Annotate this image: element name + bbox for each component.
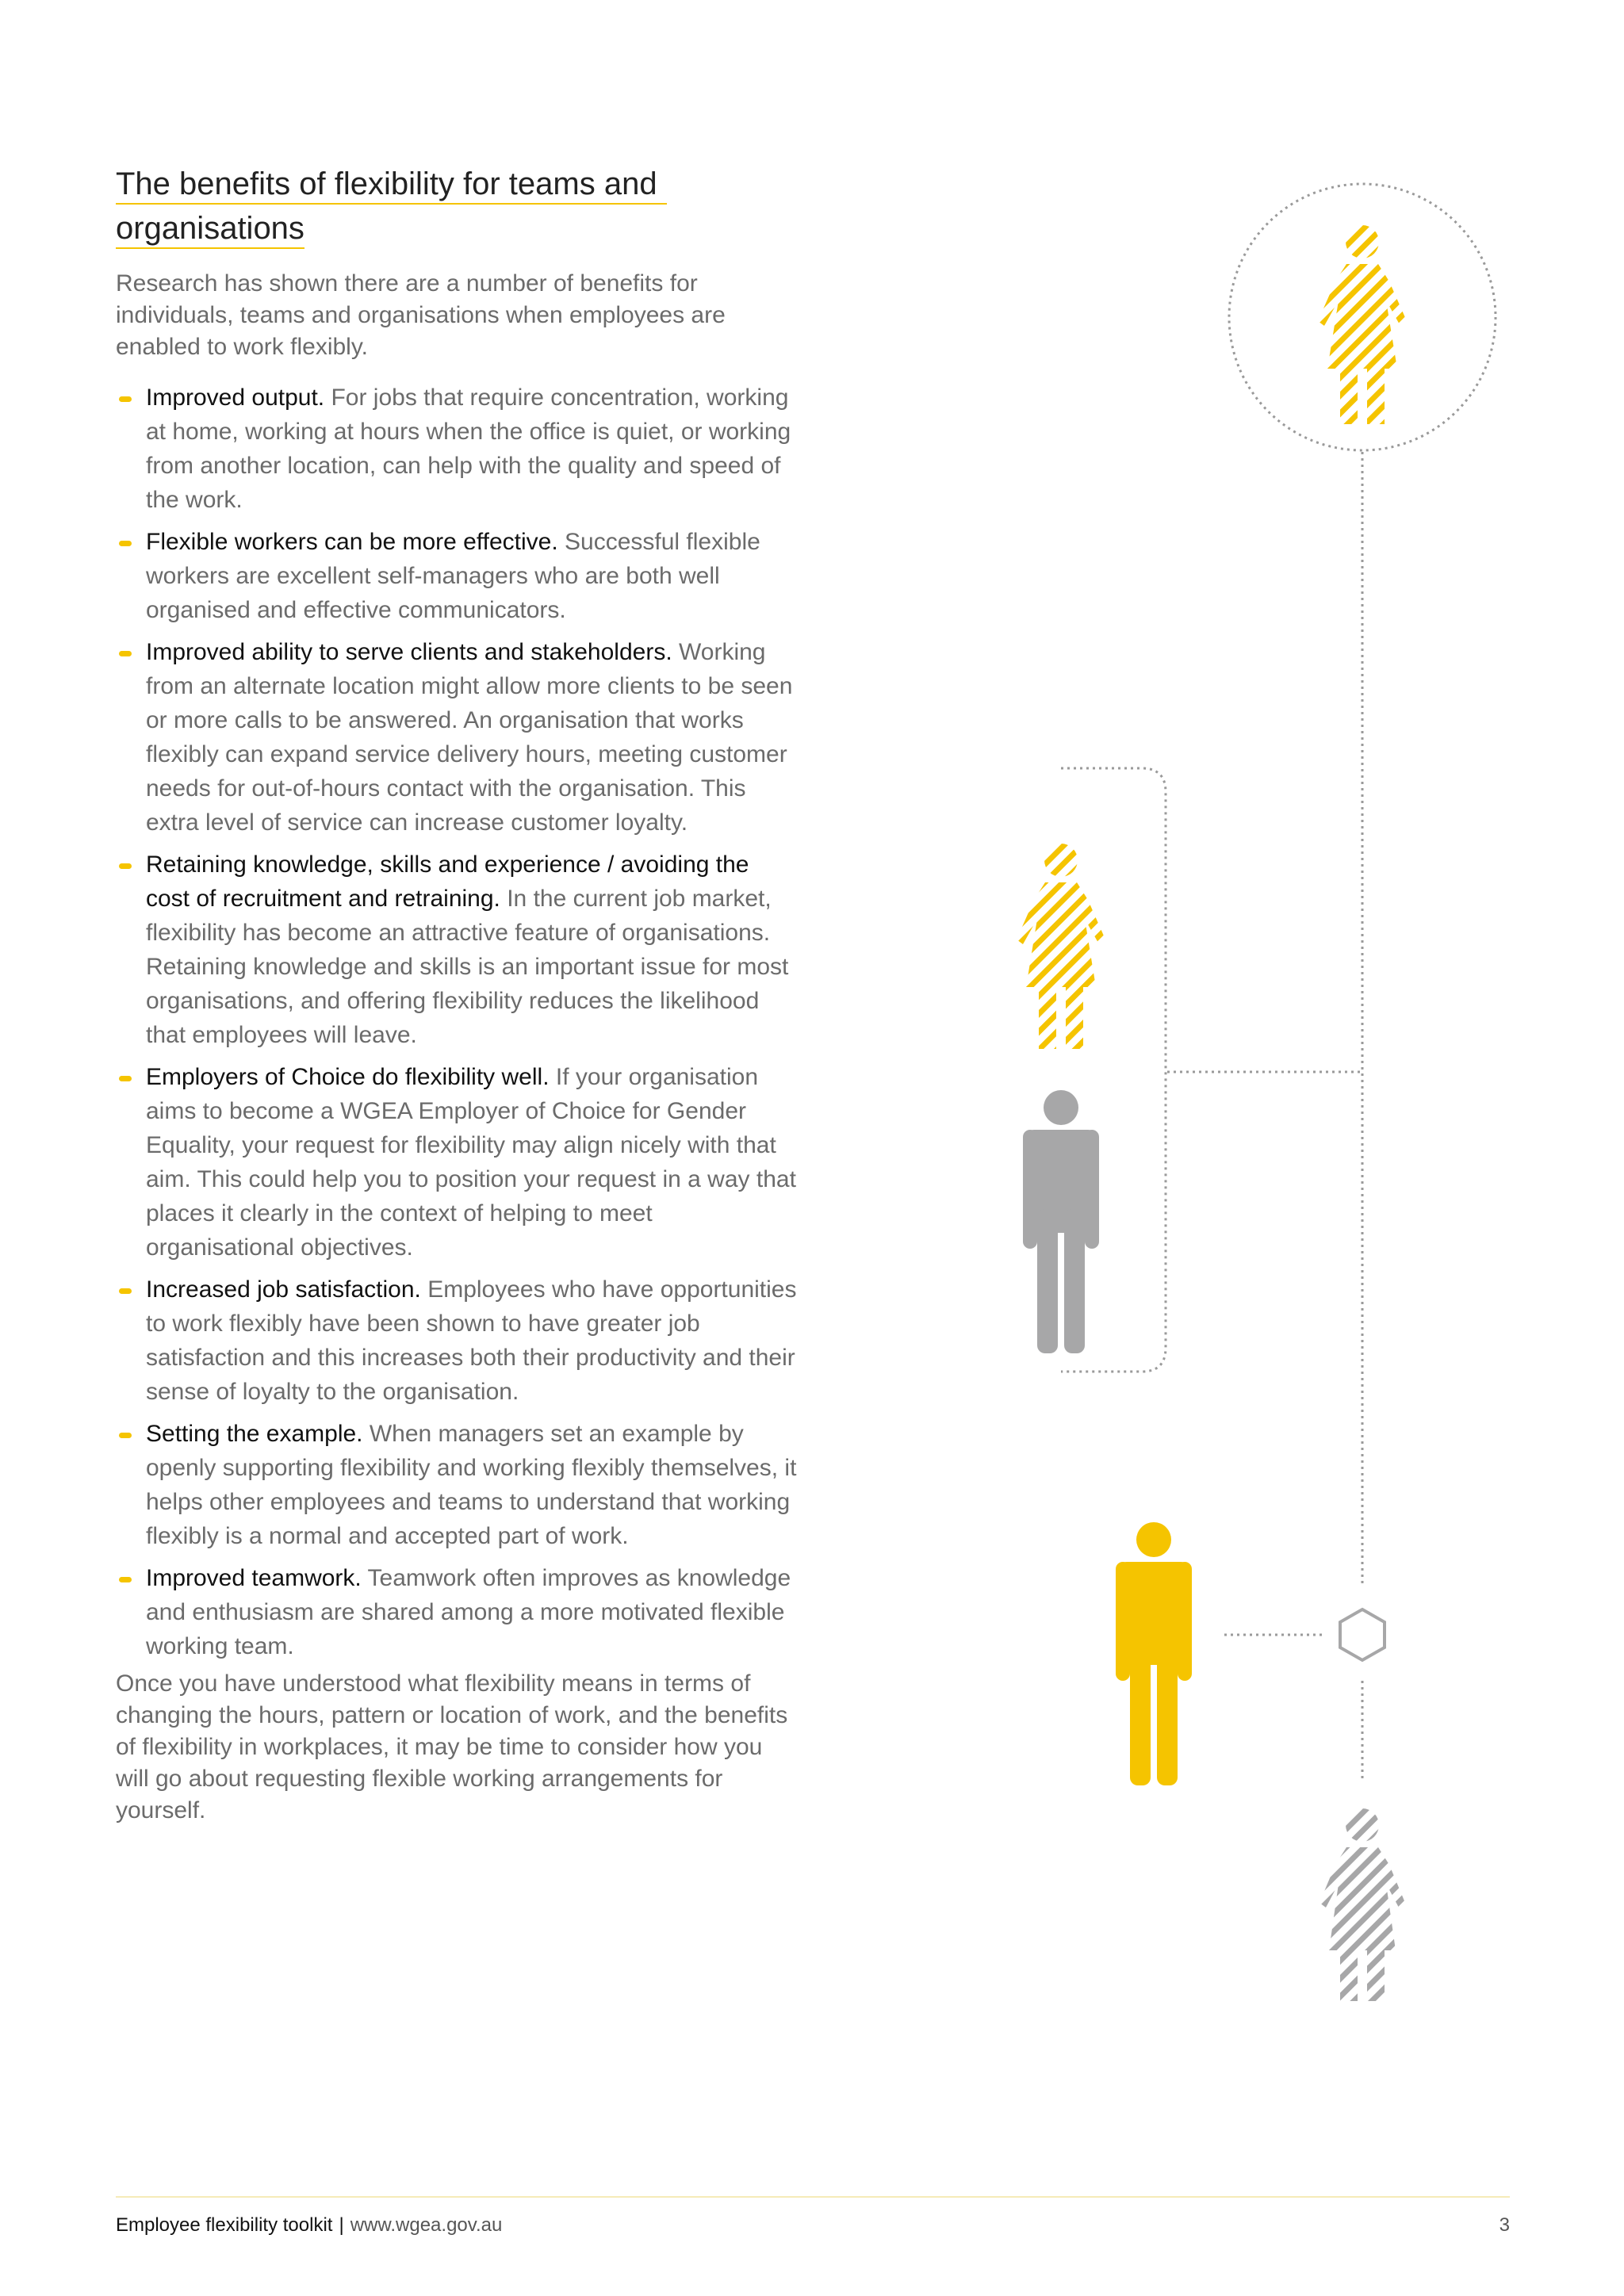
heading-line-2: organisations [116, 211, 304, 249]
bullet-lead: Increased job satisfaction. [146, 1276, 421, 1303]
footer-title: Employee flexibility toolkit [116, 2214, 333, 2236]
bullet-lead: Setting the example. [146, 1421, 363, 1447]
bullet-lead: Improved teamwork. [146, 1565, 362, 1591]
bullet-lead: Flexible workers can be more effective. [146, 529, 558, 555]
intro-paragraph: Research has shown there are a number of benefits for individuals, teams and organisations when employees are enabled to work flexibly. [116, 270, 726, 360]
bullet-text: If your organisation aims to become a WGEA Employer of Choice for Gender Equality, your request for flexibility may align nicely with that aim. This could help you to position your request in a way that places it clearly in the context of helping to meet organisational objectives. [146, 1064, 796, 1261]
bullet-text: When managers set an example by openly supporting flexibility and working flexibly themselves, it helps other employees and teams to understand that working flexibly is a normal and accepted part of work. [146, 1421, 797, 1549]
hexagon-node [1340, 1609, 1385, 1660]
footer [116, 2213, 502, 2238]
female-figure-icon [1318, 225, 1407, 424]
connector-lines [1061, 184, 1496, 1782]
male-figure-icon [1116, 1522, 1192, 1785]
male-figure-icon [1023, 1090, 1099, 1353]
closing-paragraph: Once you have understood what flexibility means in terms of changing the hours, pattern or location of work, and the benefits of flexibility in workplaces, it may be time to consider how you will go about requesting flexible working arrangements for yourself. [116, 1670, 788, 1823]
bullet-lead: Improved ability to serve clients and stakeholders. [146, 639, 672, 665]
bullet-text: For jobs that require concentration, working at home, working at hours when the office is quiet, or working from another location, can help with the quality and speed of the work. [146, 385, 791, 513]
footer-separator: | [339, 2214, 344, 2236]
footer-divider [116, 2196, 1510, 2198]
bullet-lead: Employers of Choice do flexibility well. [146, 1064, 550, 1090]
page-number: 3 [1499, 2214, 1510, 2236]
bullet-text: Teamwork often improves as knowledge and enthusiasm are shared among a more motivated flexible working team. [146, 1565, 791, 1659]
bullet-text: Successful flexible workers are excellent self-managers who are both well organised and effective communicators. [146, 529, 760, 623]
heading-line-1: The benefits of flexibility for teams and [116, 166, 667, 205]
bullet-text: In the current job market, flexibility has become an attractive feature of organisations. Retaining knowledge and skills is an important issue for most organisations, and offering flexibility reduces the likelihood that employees will leave. [146, 886, 789, 1048]
female-figure-icon [1320, 1808, 1405, 2001]
bullet-text: Employees who have opportunities to work flexibly have been shown to have greater job satisfaction and this increases both their productivity and their sense of loyalty to the organisation. [146, 1276, 797, 1405]
female-figure-icon [1017, 844, 1105, 1049]
bullet-lead: Improved output. [146, 385, 325, 411]
bullet-text: Working from an alternate location might allow more clients to be seen or more calls to be answered. An organisation that works flexibly can expand service delivery hours, meeting customer needs for out-of-hours contact with the organisation. This extra level of service can increase customer loyalty. [146, 639, 793, 836]
footer-url-link[interactable]: www.wgea.gov.au [350, 2214, 503, 2236]
bullet-lead: Retaining knowledge, skills and experience / avoiding the cost of recruitment and retraining. [146, 851, 749, 912]
